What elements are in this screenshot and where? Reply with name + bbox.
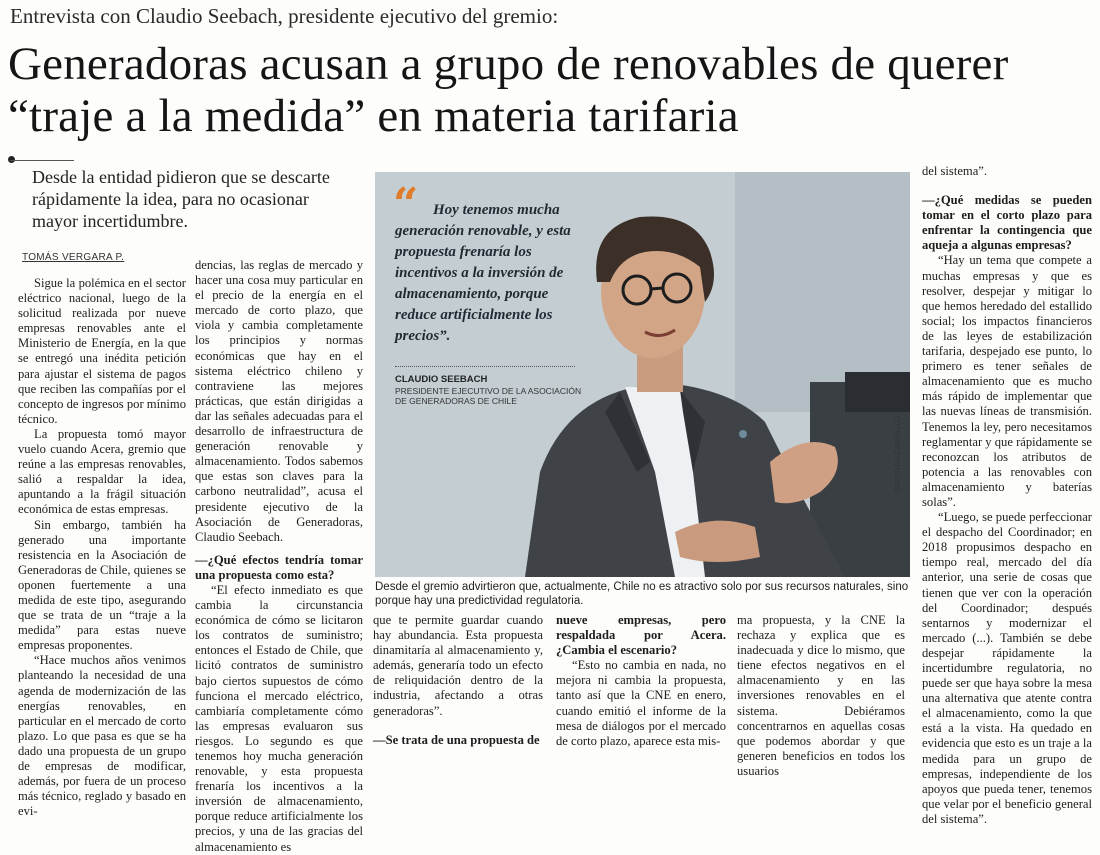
interview-question: —¿Qué medidas se pueden tomar en el corto plazo para enfrentar la contingencia que aqueja a algunas empresas? [922, 193, 1092, 253]
paragraph: que te permite guardar cuando hay abundancia. Esta propuesta dinamitaría al almacenamiento y, además, generaría todo un efecto de reliquidación dentro de la industria, afectando a otras generadoras”. [373, 613, 543, 718]
body-column-2 [195, 258, 363, 855]
paragraph: “Hay un tema que compete a muchas empresas y que es resolver, despejar y mitigar lo que hemos heredado del estallido social; los impactos financieros de las leyes de estabilización tarifaria, despejado ese punto, lo primero es tener señales de almacenamiento que es mucho más rápido de implementar que las nuevas líneas de transmisión. Tenemos la ley, pero necesitamos reglamentar y que rápidamente se reconozcan los atributos de potencia a las renovables con almacenamiento y baterías solas”. [922, 253, 1092, 509]
paragraph: dencias, las reglas de mercado y hacer una cosa muy particular en el precio de la energía en el mercado de corto plazo, que viola y cambia completamente los principios y normas económicas que hay en el sistema eléctrico chileno y contraviene las mejores prácticas, que están dirigidas a dar las señales adecuadas para el desarrollo de infraestructura de generación renovable y almacenamiento. Todos sabemos que estas son claves para la carbono neutralidad”, acusa el presidente ejecutivo de la Asociación de Generadoras, Claudio Seebach. [195, 258, 363, 544]
body-column-4 [556, 613, 726, 749]
paragraph: “Hace muchos años venimos planteando la necesidad de una agenda de modernización de las energías renovables, en particular en el mercado de corto plazo. Lo que pasa es que se ha dado una propuesta de un grupo de empresas de modificar, además, por fuera de un proceso más técnico, reglado y basado en evi- [18, 653, 186, 819]
paragraph: La propuesta tomó mayor vuelo cuando Acera, gremio que reúne a las empresas renovables, salió a respaldar la idea, apuntando a la frágil situación económica de estas empresas. [18, 426, 186, 517]
kicker: Entrevista con Claudio Seebach, presidente ejecutivo del gremio: [10, 4, 559, 28]
interview-question: —¿Qué efectos tendría tomar una propuesta como esta? [195, 552, 363, 582]
portrait-photo [375, 172, 910, 577]
paragraph: Sigue la polémica en el sector eléctrico nacional, luego de la solicitud realizada por nueve empresas renovables ante el Ministerio de Energía, en la que se entregó una inédita petición para ajustar el sistema de pagos que reciben las compañías por el concepto de ingresos por mínimo técnico. [18, 276, 186, 426]
body-column-3 [373, 613, 543, 748]
paragraph: “El efecto inmediato es que cambia la circunstancia económica de cómo se licitaron los contratos de suministro; entonces el Estado de Chile, que licitó contratos de suministro bajo ciertos supuestos de cómo funciona el mercado eléctrico, cambiaría completamente cómo las empresas evaluaron sus riesgos. Lo segundo es que tenemos hoy mucha generación renovable, y esta propuesta frenaría los incentivos a la inversión de almacenamiento, porque reduce artificialmente los precios, y una de las gracias del almacenamiento es [195, 582, 363, 854]
interview-question: nueve empresas, pero respaldada por Acera. ¿Cambia el escenario? [556, 613, 726, 658]
deck: Desde la entidad pidieron que se descarte rápidamente la idea, para no ocasionar mayor incertidumbre. [32, 167, 330, 231]
quote-speaker-name: CLAUDIO SEEBACH [395, 374, 488, 385]
paragraph: Sin embargo, también ha generado una importante resistencia en la Asociación de Generadoras de Chile, quienes se oponen fuertemente a una medida de este tipo, asegurando que se trata de un “traje a la medida” para estas nueve empresas proponentes. [18, 517, 186, 653]
quote-divider [395, 366, 575, 367]
body-column-1 [18, 276, 186, 819]
quote-speaker-role: PRESIDENTE EJECUTIVO DE LA ASOCIACIÓN DE GENERADORAS DE CHILE [395, 386, 582, 406]
headline: Generadoras acusan a grupo de renovables de querer “traje a la medida” en materia tarifaria [8, 38, 1009, 142]
byline: TOMÁS VERGARA P. [22, 252, 125, 263]
paragraph: “Luego, se puede perfeccionar el despacho del Coordinador; en 2018 propusimos despacho en tiempo real, mercado del día anterior, una serie de cosas que tienen que ver con la operación del Coordinador; después sentarnos y modernizar el mercado (...). También se debe despejar rápidamente la incertidumbre regulatoria, no puede ser que haya sobre la mesa una alternativa que atente contra el almacenamiento, como la que está a la vista. Ha quedado en evidencia que esto es un traje a la medida para un grupo de empresas, independiente de los apoyos que pueda tener, tenemos que velar por el beneficio general del sistema”. [922, 510, 1092, 826]
photo-credit: CRISTIÁN CARVALLO [893, 415, 902, 492]
quote-mark-icon: “ [393, 179, 419, 230]
divider [10, 160, 74, 161]
pull-quote: Hoy tenemos mucha generación renovable, y esta propuesta frenaría los incentivos a la inversión de almacenamiento, porque reduce artificialmente los precios”. [395, 202, 571, 344]
paragraph: “Esto no cambia en nada, no mejora ni cambia la propuesta, tanto así que la CNE en enero, cuando emitió el informe de la mesa de diálogos por el mercado de corto plazo, aparece esta mis- [556, 658, 726, 748]
interview-question: —Se trata de una propuesta de [373, 732, 540, 747]
body-column-6 [922, 164, 1092, 827]
body-column-5 [737, 613, 905, 779]
paragraph: del sistema”. [922, 164, 988, 178]
paragraph: ma propuesta, y la CNE la rechaza y explica que es inadecuada y dice lo mismo, que tiene efectos negativos en el almacenamiento y en las inversiones renovables en el sistema. Debiéramos concentrarnos en aquellas cosas que podemos abordar y que generen beneficios en todos los usuarios [737, 613, 905, 778]
photo-caption: Desde el gremio advirtieron que, actualmente, Chile no es atractivo solo por sus recursos naturales, sino porque hay una predictividad regulatoria. [375, 581, 909, 607]
